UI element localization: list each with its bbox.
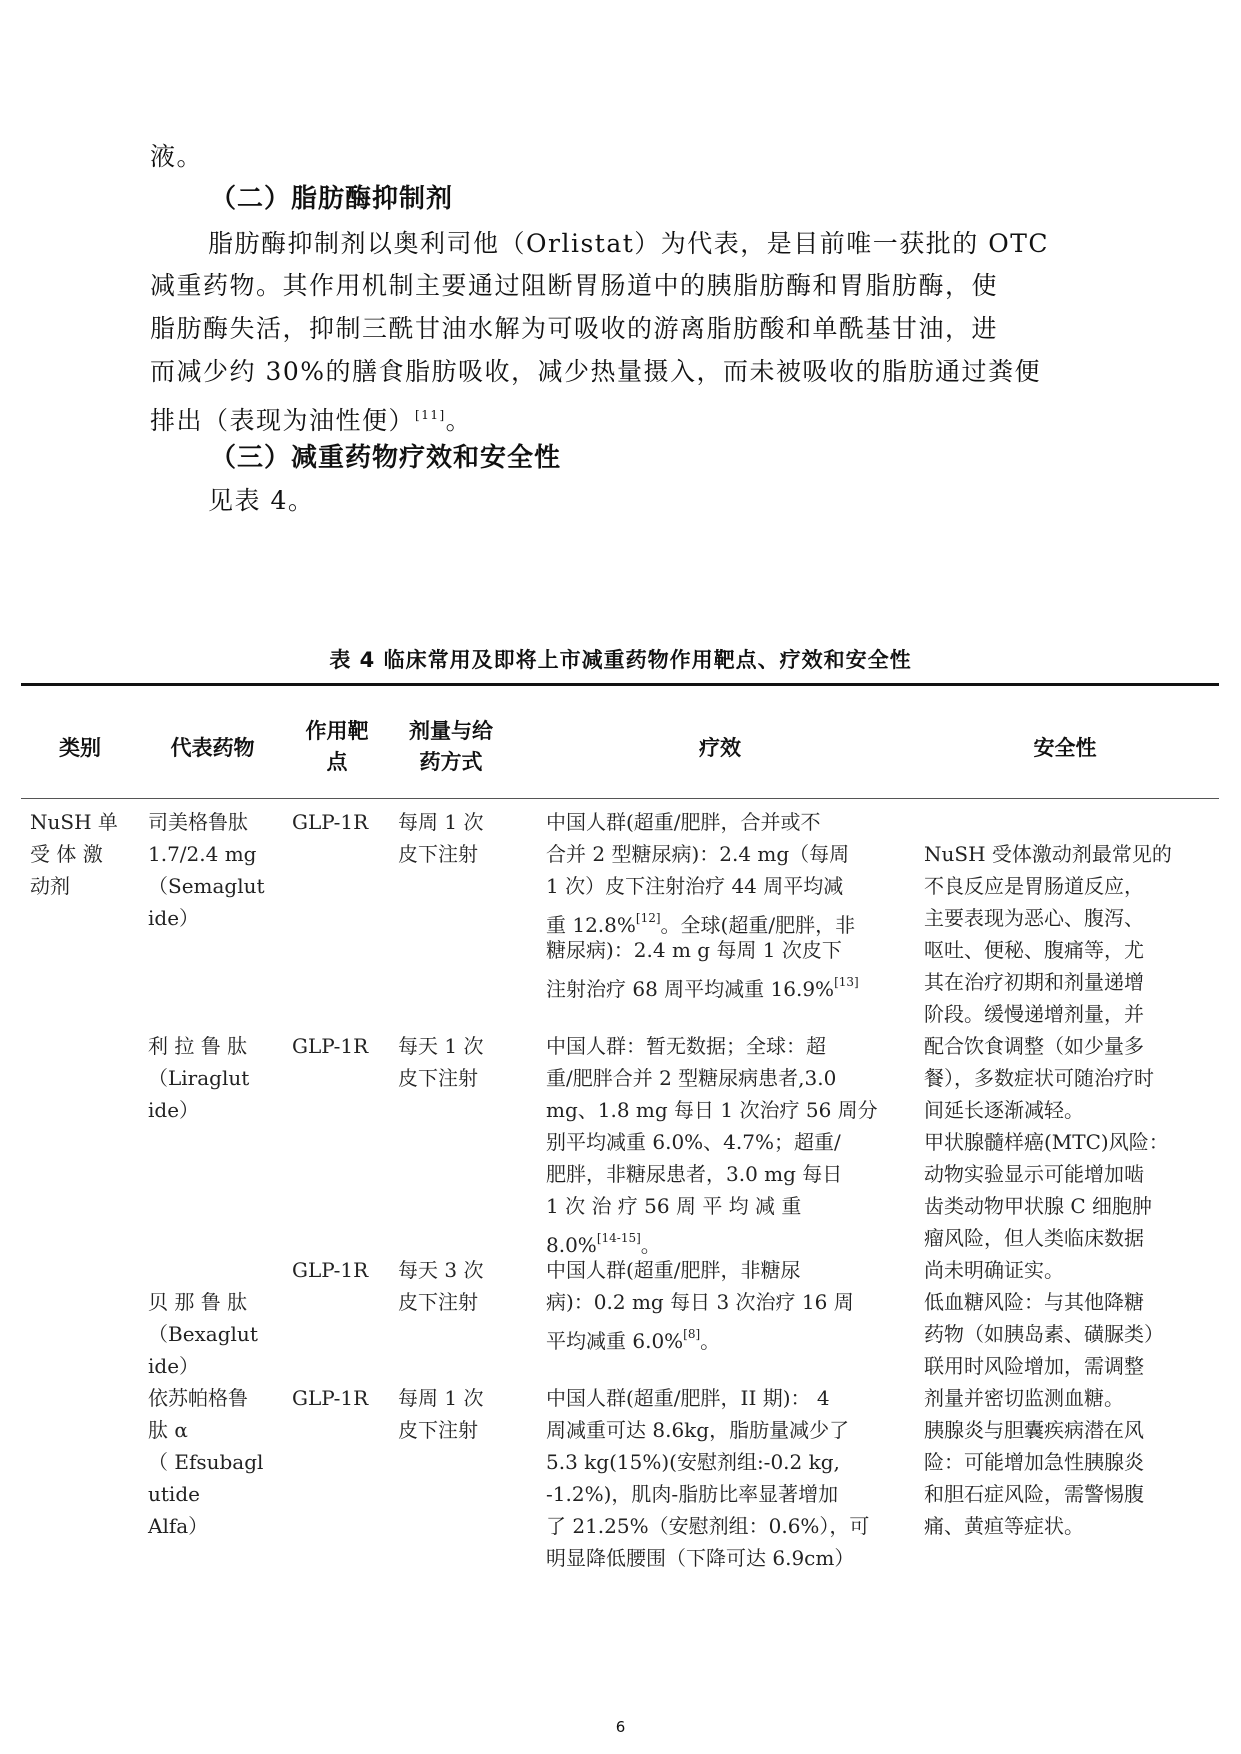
target-cell: GLP-1R: [292, 1258, 369, 1282]
header-drug: 代表药物: [170, 736, 255, 760]
section-heading: （二）脂肪酶抑制剂: [210, 184, 454, 214]
body-line: 见表 4。: [208, 486, 315, 515]
table-header-rule: [21, 798, 1219, 799]
drug-cell: 依苏帕格鲁 肽 α （ Efsubagl utide Alfa）: [148, 1386, 264, 1538]
efficacy-cell: 中国人群(超重/肥胖，II 期)： 4 周减重可达 8.6kg，脂肪量减少了 5.3 kg(15%)(安慰剂组:-0.2 kg, -1.2%)，肌肉-脂肪比率显著增加 了 21.25%（安慰剂组：0.6%），可 明显降低腰围（下降可达 6.9cm）: [546, 1386, 870, 1570]
body-line: 脂肪酶失活，抑制三酰甘油水解为可吸收的游离脂肪酸和单酰基甘油，进: [150, 314, 999, 343]
target-cell: GLP-1R: [292, 1386, 369, 1410]
body-line: 而减少约 30%的膳食脂肪吸收，减少热量摄入，而未被吸收的脂肪通过粪便: [150, 357, 1042, 386]
dose-cell: 每天 1 次 皮下注射: [398, 1034, 484, 1090]
citation: [11]: [415, 408, 446, 422]
dose-cell: 每周 1 次 皮下注射: [398, 810, 484, 866]
header-category: 类别: [59, 736, 101, 760]
dose-cell: 每天 3 次 皮下注射: [398, 1258, 484, 1314]
header-efficacy: 疗效: [699, 736, 741, 760]
body-line: 排出（表现为油性便）[11]。: [150, 406, 473, 435]
drug-cell: 司美格鲁肽 1.7/2.4 mg （Semaglut ide）: [148, 810, 265, 930]
body-line: 液。: [150, 142, 204, 171]
citation: [8]: [683, 1327, 701, 1341]
efficacy-cell: 中国人群：暂无数据；全球：超 重/肥胖合并 2 型糖尿病患者,3.0 mg、1.8 mg 每日 1 次治疗 56 周分 别平均减重 6.0%、4.7%；超重/ 肥胖，非糖尿患者，3.0 mg 每日 1 次 治 疗 56 周 平 均 减 重 8.0%[14-15]。: [546, 1034, 878, 1257]
body-line: 脂肪酶抑制剂以奥利司他（Orlistat）为代表，是目前唯一获批的 OTC: [208, 229, 1050, 258]
table-top-rule: [21, 683, 1219, 686]
citation: [13]: [834, 975, 859, 989]
body-line: 减重药物。其作用机制主要通过阻断胃肠道中的胰脂肪酶和胃脂肪酶，使: [150, 271, 999, 300]
efficacy-cell: 中国人群(超重/肥胖，合并或不 合并 2 型糖尿病)：2.4 mg（每周 1 次）皮下注射治疗 44 周平均减 重 12.8%[12]。全球(超重/肥胖，非 糖尿病)：2.4 m g 每周 1 次皮下 注射治疗 68 周平均减重 16.9%[13]: [546, 810, 859, 1001]
safety-cell: NuSH 受体激动剂最常见的 不良反应是胃肠道反应， 主要表现为恶心、腹泻、 呕吐、便秘、腹痛等，尤 其在治疗初期和剂量递增 阶段。缓慢递增剂量，并 配合饮食调整（如少量多 餐），多数症状可随治疗时 间延长逐渐减轻。 甲状腺髓样癌(MTC)风险： 动物实验显示可能增加啮 齿类动物甲状腺 C 细胞肿 瘤风险，但人类临床数据 尚未明确证实。 低血糖风险：与其他降糖 药物（如胰岛素、磺脲类） 联用时风险增加，需调整 剂量并密切监测血糖。 胰腺炎与胆囊疾病潜在风 险：可能增加急性胰腺炎 和胆石症风险，需警惕腹 痛、黄疸等症状。: [924, 842, 1172, 1538]
category-cell: NuSH 单 受 体 激 动剂: [30, 810, 118, 898]
dose-cell: 每周 1 次 皮下注射: [398, 1386, 484, 1442]
table-caption: 表 4 临床常用及即将上市减重药物作用靶点、疗效和安全性: [329, 648, 912, 672]
efficacy-cell: 中国人群(超重/肥胖，非糖尿 病)：0.2 mg 每日 3 次治疗 16 周 平均减重 6.0%[8]。: [546, 1258, 854, 1353]
target-cell: GLP-1R: [292, 1034, 369, 1058]
header-target: 作用靶 点: [305, 719, 369, 774]
target-cell: GLP-1R: [292, 810, 369, 834]
drug-cell: 贝 那 鲁 肽 （Bexaglut ide）: [148, 1290, 258, 1378]
header-dose: 剂量与给 药方式: [409, 719, 493, 774]
citation: [12]: [635, 911, 661, 925]
header-safety: 安全性: [1033, 736, 1097, 760]
section-heading: （三）减重药物疗效和安全性: [210, 443, 562, 473]
page-number: 6: [615, 1718, 626, 1736]
drug-cell: 利 拉 鲁 肽 （Liraglut ide）: [148, 1034, 250, 1122]
citation: [14-15]: [596, 1231, 641, 1245]
